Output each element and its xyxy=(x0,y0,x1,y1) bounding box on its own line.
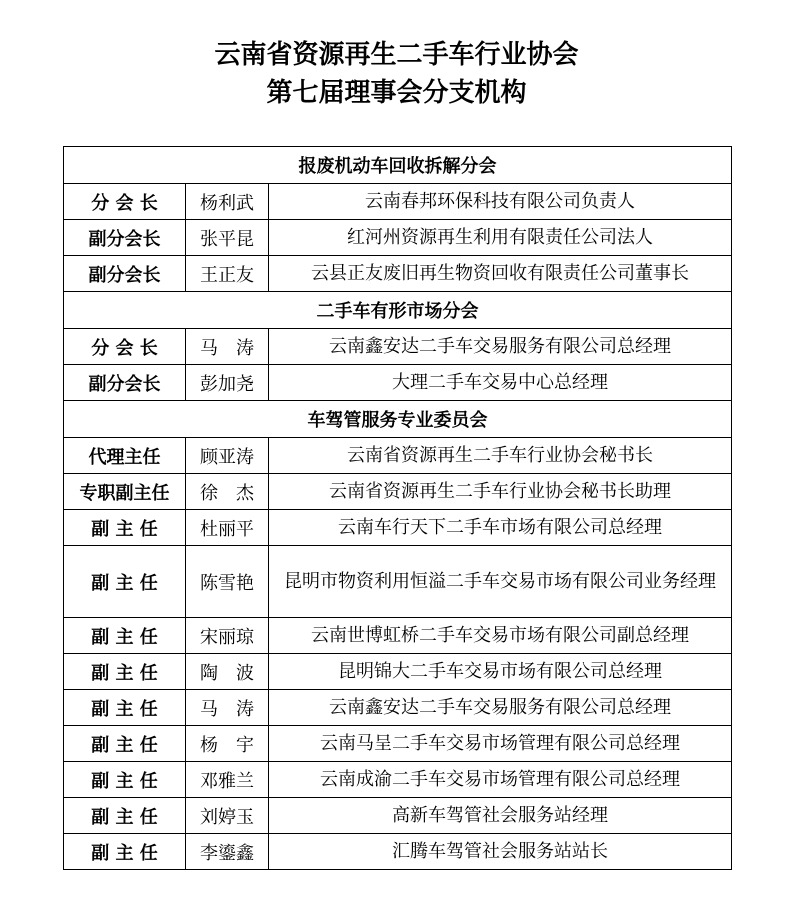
section-header: 车驾管服务专业委员会 xyxy=(64,401,732,438)
position-cell: 红河州资源再生利用有限责任公司法人 xyxy=(269,220,732,256)
name-cell: 李鎏鑫 xyxy=(186,834,269,870)
table-row xyxy=(64,256,732,292)
table-row xyxy=(64,762,732,798)
role-cell: 分 会 长 xyxy=(64,329,186,365)
name-cell: 顾亚涛 xyxy=(186,438,269,474)
table-row xyxy=(64,690,732,726)
position-cell: 云南车行天下二手车市场有限公司总经理 xyxy=(269,510,732,546)
position-cell: 云南成渝二手车交易市场管理有限公司总经理 xyxy=(269,762,732,798)
name-cell: 陈雪艳 xyxy=(186,546,269,618)
position-cell: 汇腾车驾管社会服务站站长 xyxy=(269,834,732,870)
role-cell: 副分会长 xyxy=(64,220,186,256)
table-row xyxy=(64,184,732,220)
table-row xyxy=(64,474,732,510)
position-cell: 昆明锦大二手车交易市场有限公司总经理 xyxy=(269,654,732,690)
role-cell: 分 会 长 xyxy=(64,184,186,220)
name-cell: 邓雅兰 xyxy=(186,762,269,798)
table-row xyxy=(64,365,732,401)
table-row xyxy=(64,726,732,762)
role-cell: 副 主 任 xyxy=(64,510,186,546)
table-row xyxy=(64,510,732,546)
table-row xyxy=(64,546,732,618)
position-cell: 昆明市物资利用恒溢二手车交易市场有限公司业务经理 xyxy=(269,546,732,618)
role-cell: 副 主 任 xyxy=(64,798,186,834)
position-cell: 云南鑫安达二手车交易服务有限公司总经理 xyxy=(269,690,732,726)
position-cell: 云县正友废旧再生物资回收有限责任公司董事长 xyxy=(269,256,732,292)
position-cell: 云南马呈二手车交易市场管理有限公司总经理 xyxy=(269,726,732,762)
position-cell: 高新车驾管社会服务站经理 xyxy=(269,798,732,834)
name-cell: 杜丽平 xyxy=(186,510,269,546)
role-cell: 副 主 任 xyxy=(64,762,186,798)
position-cell: 云南省资源再生二手车行业协会秘书长助理 xyxy=(269,474,732,510)
role-cell: 副 主 任 xyxy=(64,690,186,726)
table-row xyxy=(64,834,732,870)
position-cell: 云南鑫安达二手车交易服务有限公司总经理 xyxy=(269,329,732,365)
name-cell: 刘婷玉 xyxy=(186,798,269,834)
table-row xyxy=(64,329,732,365)
name-cell: 彭加尧 xyxy=(186,365,269,401)
role-cell: 副 主 任 xyxy=(64,546,186,618)
section-header: 二手车有形市场分会 xyxy=(64,292,732,329)
role-cell: 专职副主任 xyxy=(64,474,186,510)
branch-table xyxy=(63,146,732,870)
table-row xyxy=(64,618,732,654)
section-header: 报废机动车回收拆解分会 xyxy=(64,147,732,184)
name-cell: 杨利武 xyxy=(186,184,269,220)
name-cell: 马 涛 xyxy=(186,690,269,726)
position-cell: 云南世博虹桥二手车交易市场有限公司副总经理 xyxy=(269,618,732,654)
page-title-line1: 云南省资源再生二手车行业协会 xyxy=(214,40,579,70)
name-cell: 马 涛 xyxy=(186,329,269,365)
name-cell: 徐 杰 xyxy=(186,474,269,510)
role-cell: 副 主 任 xyxy=(64,726,186,762)
position-cell: 云南省资源再生二手车行业协会秘书长 xyxy=(269,438,732,474)
table-row xyxy=(64,220,732,256)
role-cell: 代理主任 xyxy=(64,438,186,474)
role-cell: 副分会长 xyxy=(64,256,186,292)
table-row xyxy=(64,654,732,690)
role-cell: 副 主 任 xyxy=(64,618,186,654)
role-cell: 副 主 任 xyxy=(64,654,186,690)
page-title-line2: 第七届理事会分支机构 xyxy=(266,78,527,108)
role-cell: 副分会长 xyxy=(64,365,186,401)
name-cell: 王正友 xyxy=(186,256,269,292)
position-cell: 大理二手车交易中心总经理 xyxy=(269,365,732,401)
position-cell: 云南春邦环保科技有限公司负责人 xyxy=(269,184,732,220)
name-cell: 杨 宇 xyxy=(186,726,269,762)
table-row xyxy=(64,798,732,834)
role-cell: 副 主 任 xyxy=(64,834,186,870)
name-cell: 陶 波 xyxy=(186,654,269,690)
name-cell: 宋丽琼 xyxy=(186,618,269,654)
name-cell: 张平昆 xyxy=(186,220,269,256)
table-row xyxy=(64,438,732,474)
